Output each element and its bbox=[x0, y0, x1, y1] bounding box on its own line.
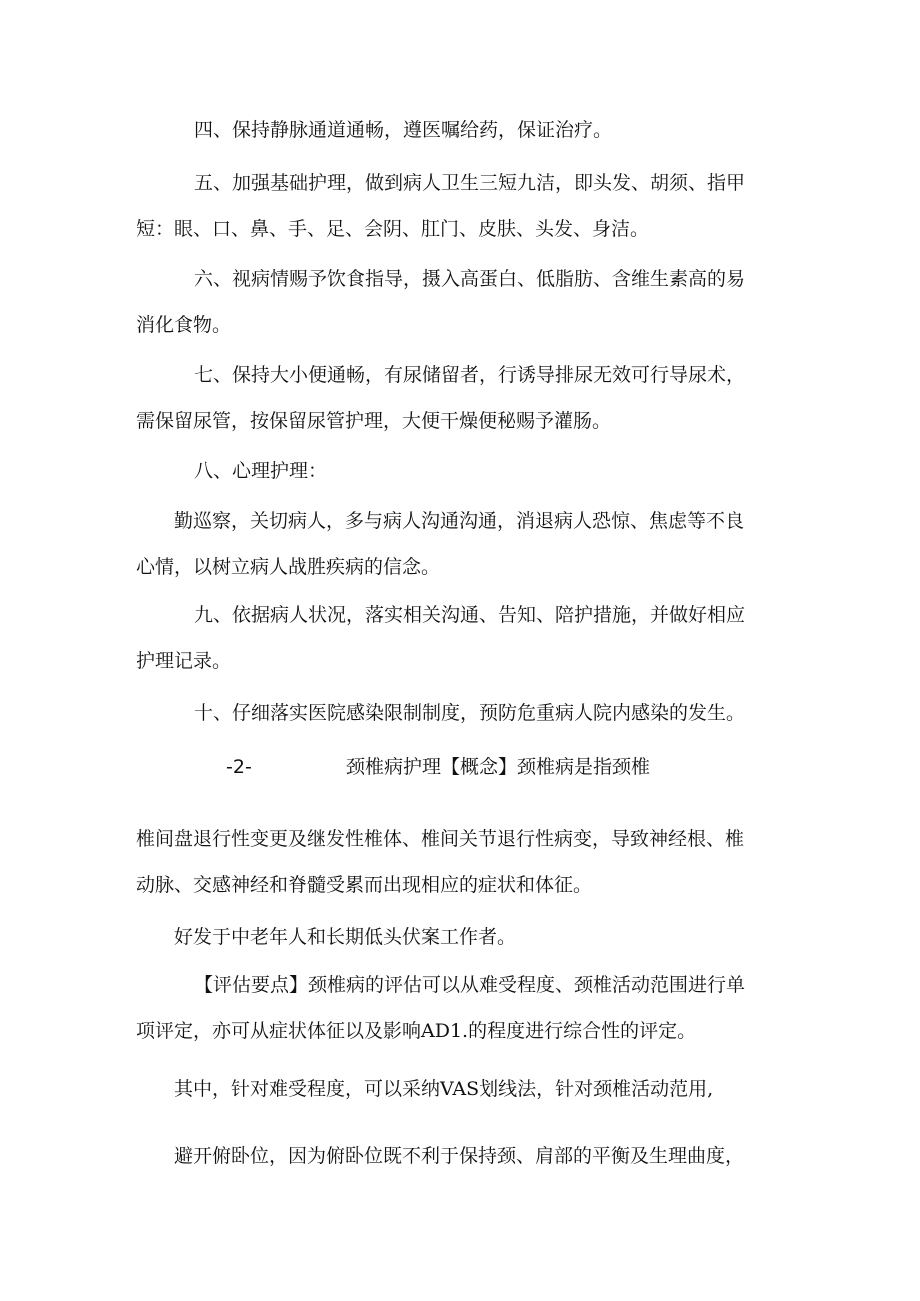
paragraph-9-line-2: 护理记录。 bbox=[136, 650, 232, 672]
paragraph-4-line-1: 四、保持静脉通道通畅，遵医嘱给药，保证治疗。 bbox=[194, 119, 613, 141]
assessment-line-2: 项评定，亦可从症状体征以及影响AD1.的程度进行综合性的评定。 bbox=[136, 1020, 697, 1042]
prevalence-line: 好发于中老年人和长期低头伏案工作者。 bbox=[174, 926, 517, 948]
paragraph-7-line-2: 需保留尿管，按保留尿管护理，大便干燥便秘赐予灌肠。 bbox=[136, 410, 612, 432]
posture-line: 避开俯卧位，因为俯卧位既不利于保持颈、肩部的平衡及生理曲度， bbox=[174, 1145, 745, 1167]
paragraph-8-line-1: 勤巡察，关切病人，多与病人沟通沟通，消退病人恐惊、焦虑等不良 bbox=[174, 510, 745, 532]
paragraph-5-line-1: 五、加强基础护理，做到病人卫生三短九洁，即头发、胡须、指甲 bbox=[194, 172, 746, 194]
paragraph-5-line-2: 短：眼、口、鼻、手、足、会阴、肛门、皮肤、头发、身洁。 bbox=[136, 218, 650, 240]
concept-line-1: 椎间盘退行性变更及继发性椎体、椎间关节退行性病变，导致神经根、椎 bbox=[136, 828, 745, 850]
page-number: -2- bbox=[226, 756, 252, 778]
paragraph-6-line-2: 消化食物。 bbox=[136, 314, 232, 336]
paragraph-8-line-2: 心情，以树立病人战胜疾病的信念。 bbox=[136, 556, 441, 578]
paragraph-8-heading: 八、心理护理： bbox=[194, 460, 328, 482]
paragraph-6-line-1: 六、视病情赐予饮食指导，摄入高蛋白、低脂肪、含维生素高的易 bbox=[194, 268, 746, 290]
section-intro: 颈椎病护理【概念】颈椎病是指颈椎 bbox=[346, 756, 651, 778]
methods-line: 其中，针对难受程度，可以采纳VAS划线法，针对颈椎活动范用, bbox=[174, 1078, 714, 1100]
paragraph-9-line-1: 九、依据病人状况，落实相关沟通、告知、陪护措施，并做好相应 bbox=[194, 604, 746, 626]
concept-line-2: 动脉、交感神经和脊髓受累而出现相应的症状和体征。 bbox=[136, 874, 593, 896]
paragraph-10-line-1: 十、仔细落实医院感染限制制度，预防危重病人院内感染的发生。 bbox=[194, 702, 746, 724]
paragraph-7-line-1: 七、保持大小便通畅，有尿储留者，行诱导排尿无效可行导尿术， bbox=[194, 364, 746, 386]
assessment-line-1: 【评估要点】颈椎病的评估可以从难受程度、颈椎活动范围进行单 bbox=[194, 974, 746, 996]
